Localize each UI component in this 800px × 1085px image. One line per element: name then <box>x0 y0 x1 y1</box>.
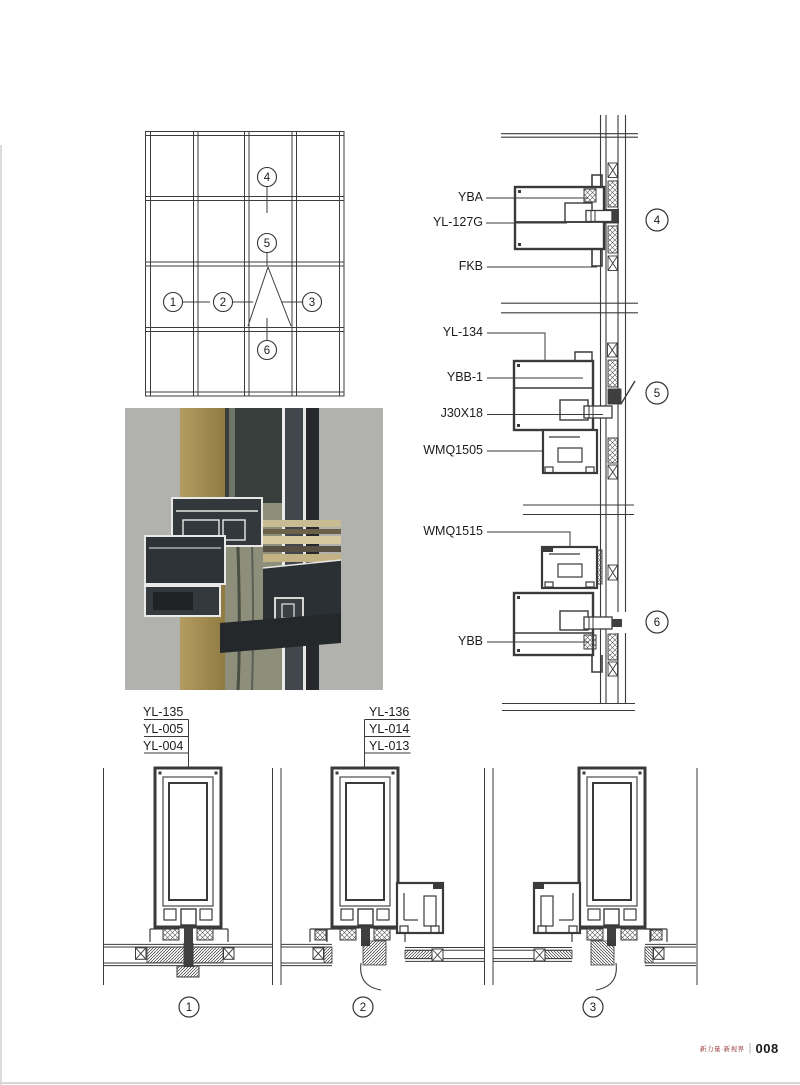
section-6-number: 6 <box>653 617 661 629</box>
vent-opening-triangle <box>248 267 291 326</box>
section-4-number: 4 <box>653 215 661 227</box>
callout-number-2: 2 <box>219 297 227 309</box>
section-5-number: 5 <box>653 388 661 400</box>
callout-number-3: 3 <box>308 297 316 309</box>
footer-slogan: 新力量·新视界 <box>700 1045 745 1053</box>
footer-page-number: 008 <box>755 1040 779 1056</box>
label-yl-004: YL-004 <box>143 739 184 753</box>
label-yl-127g: YL-127G <box>432 215 483 229</box>
callout-number-5: 5 <box>263 238 271 250</box>
callout-number-6: 6 <box>263 345 271 357</box>
section-2-number: 2 <box>359 1002 367 1014</box>
callout-number-1: 1 <box>169 297 177 309</box>
elevation-callout-leaders <box>183 187 303 341</box>
label-wmq1505: WMQ1505 <box>423 443 483 457</box>
section-5-profile <box>487 333 612 473</box>
profile-3d-render <box>125 408 383 690</box>
page-left-edge <box>0 145 2 1085</box>
section-1-drawing <box>104 768 273 977</box>
section-4-profile <box>515 175 612 266</box>
section-3-number: 3 <box>589 1002 597 1014</box>
render-gasket-stack <box>263 520 341 562</box>
label-ybb: YBB <box>457 634 483 648</box>
elevation-diagram <box>143 114 349 404</box>
label-yl-013: YL-013 <box>369 739 410 753</box>
label-yl-014: YL-014 <box>369 722 410 736</box>
callout-number-4: 4 <box>263 172 271 184</box>
label-j30x18: J30X18 <box>440 406 483 420</box>
label-fkb: FKB <box>458 259 483 273</box>
label-yl-136: YL-136 <box>369 705 410 719</box>
label-yba: YBA <box>457 190 483 204</box>
render-upper-highlight <box>229 408 235 503</box>
label-yl-134: YL-134 <box>442 325 483 339</box>
label-ybb-1: YBB-1 <box>446 370 483 384</box>
label-yl-135: YL-135 <box>143 705 184 719</box>
label-yl-005: YL-005 <box>143 722 184 736</box>
page-footer <box>700 1039 779 1057</box>
label-wmq1515: WMQ1515 <box>423 524 483 538</box>
page-bottom-edge <box>0 1082 800 1084</box>
footer-divider: | <box>748 1042 752 1054</box>
section-1-number: 1 <box>185 1002 193 1014</box>
section-2-drawing <box>281 768 485 990</box>
section-3-drawing <box>493 768 697 990</box>
elevation-grid-lines <box>145 131 344 397</box>
